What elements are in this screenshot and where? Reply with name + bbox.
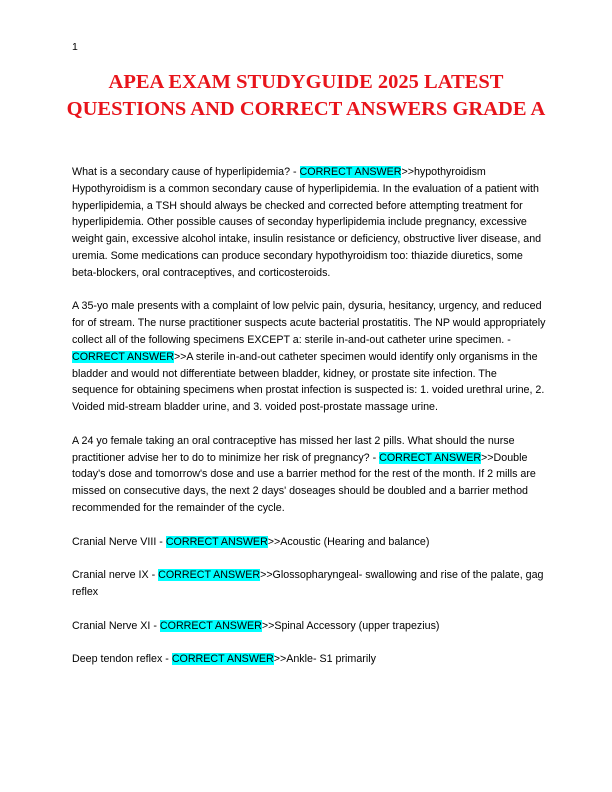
question-text: Cranial Nerve XI - bbox=[72, 619, 160, 632]
correct-answer-marker: CORRECT ANSWER bbox=[165, 535, 268, 548]
question-text: Cranial Nerve VIII - bbox=[72, 535, 166, 548]
qa-item-cranial-nerve-viii bbox=[72, 534, 546, 551]
correct-answer-marker: CORRECT ANSWER bbox=[158, 569, 261, 582]
correct-answer-marker: CORRECT ANSWER bbox=[171, 653, 274, 666]
qa-item-secondary-hyperlipidemia bbox=[72, 164, 546, 282]
document-title: APEA EXAM STUDYGUIDE 2025 LATEST QUESTIONS AND CORRECT ANSWERS GRADE A bbox=[66, 71, 546, 120]
answer-text: >>Spinal Accessory (upper trapezius) bbox=[261, 619, 440, 632]
qa-list bbox=[72, 164, 546, 685]
page-number: 1 bbox=[72, 41, 78, 53]
question-text: What is a secondary cause of hyperlipidemia? - bbox=[72, 166, 300, 178]
answer-text: >>A sterile in-and-out catheter specimen would identify only organisms in the bladder and would not differentiate between bladder, kidney, or prostate site infection. The sequence for obtaining specimens when prostat infection is suspected is: 1. voided urethral urine, 2. Voided mid-stream bladder urine, and 3. voided post-prostate massage urine. bbox=[72, 350, 545, 414]
qa-item-prostatitis-specimens bbox=[72, 298, 546, 416]
correct-answer-marker: CORRECT ANSWER bbox=[299, 166, 402, 178]
qa-item-deep-tendon-reflex bbox=[72, 651, 546, 668]
answer-text: >>Ankle- S1 primarily bbox=[273, 653, 376, 666]
qa-item-cranial-nerve-xi bbox=[72, 618, 546, 635]
qa-item-missed-pills bbox=[72, 433, 546, 517]
question-text: A 24 yo female taking an oral contraceptive has missed her last 2 pills. What should the nurse practitioner advise her to do to minimize her risk of pregnancy? - bbox=[72, 434, 515, 464]
correct-answer-marker: CORRECT ANSWER bbox=[159, 619, 262, 632]
question-text: A 35-yo male presents with a complaint of low pelvic pain, dysuria, hesitancy, urgency, and reduced for of stream. The nurse practitioner suspects acute bacterial prostatitis. The NP would appropriately collect all of the following specimens EXCEPT a: sterile in-and-out catheter urine specimen. - bbox=[72, 300, 546, 346]
correct-answer-marker: CORRECT ANSWER bbox=[379, 451, 482, 464]
correct-answer-marker: CORRECT ANSWER bbox=[72, 350, 174, 363]
answer-text: >>hypothyroidism Hypothyroidism is a common secondary cause of hyperlipidemia. In the evaluation of a patient with hyperlipidemia, a TSH should always be checked and corrected before attempting treatment for hyperlipidemia. Other possible causes of seconday hyperlipidemia include pregnancy, excessive weight gain, excessive alcohol intake, insulin resistance or deficiency, obstructive liver disease, and uremia. Some medications can produce secondary hypothyroidism too: thiazide diuretics, some beta-blockers, oral contraceptives, and corticosteroids. bbox=[72, 166, 542, 279]
question-text: Cranial nerve IX - bbox=[72, 569, 159, 582]
question-text: Deep tendon reflex - bbox=[72, 653, 172, 666]
answer-text: >>Acoustic (Hearing and balance) bbox=[267, 535, 430, 548]
qa-item-cranial-nerve-ix bbox=[72, 567, 546, 601]
answer-text: >>Glossopharyngeal- swallowing and rise of the palate, gag reflex bbox=[72, 569, 544, 598]
answer-text: >>Double today's dose and tomorrow's dose and use a barrier method for the rest of the month. If 2 mills are missed on consecutive days, the next 2 days' doseages should be doubled and a barrier method recommended for the remainder of the cycle. bbox=[72, 451, 536, 514]
